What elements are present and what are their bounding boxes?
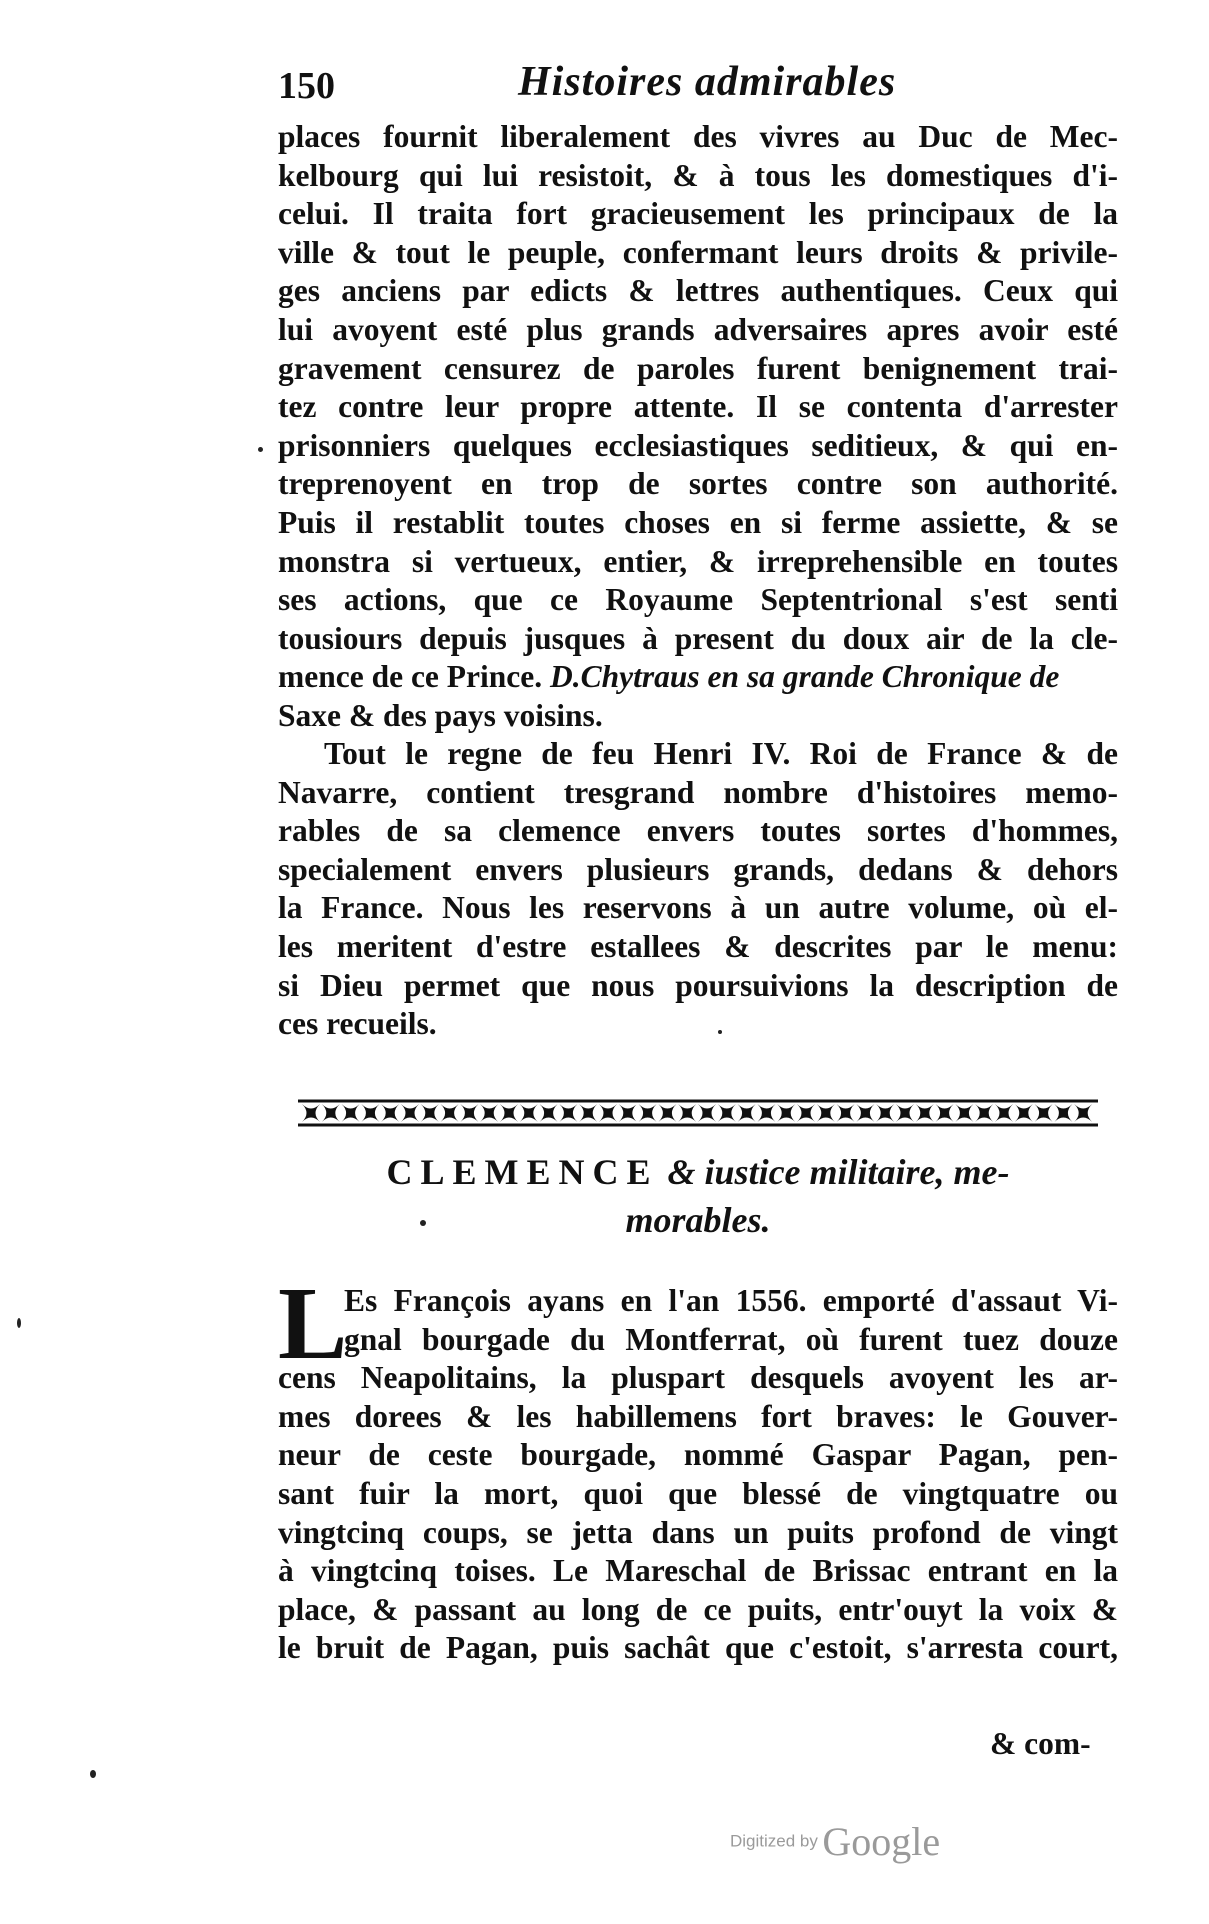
ornament-motif — [896, 1104, 914, 1122]
section-heading-line: morables. — [625, 1200, 771, 1240]
paragraph-3 — [278, 1266, 1118, 1668]
text-line-with-citation — [278, 658, 1118, 697]
ornament-motif — [579, 1104, 597, 1122]
ornament-motif — [678, 1104, 696, 1122]
text-line: la France. Nous les reservons à un autre volume, où el- — [278, 890, 1118, 926]
watermark-logo-text: Google — [822, 1819, 941, 1864]
text-line: Tout le regne de feu Henri IV. Roi de France & de — [324, 736, 1118, 771]
digitized-watermark — [730, 1818, 940, 1868]
text-line: places fournit liberalement des vivres au Duc de Mec- — [278, 119, 1118, 154]
ornament-motif — [975, 1104, 993, 1122]
ornament-motif — [955, 1104, 973, 1122]
text-line: Navarre, contient tresgrand nombre d'histoires memo- — [278, 774, 1118, 810]
ornament-motif — [995, 1104, 1013, 1122]
ornament-motif — [777, 1104, 795, 1122]
ornament-motif — [342, 1104, 360, 1122]
text-line: neur de ceste bourgade, nommé Gaspar Pagan, pen- — [278, 1437, 1118, 1473]
ornament-motif — [500, 1104, 518, 1122]
text-line: ses actions, que ce Royaume Septentrional s'est senti — [278, 582, 1118, 618]
citation-line: Saxe & des pays voisins. — [278, 697, 603, 733]
catchword: & com- — [990, 1726, 1091, 1761]
ornament-motif — [738, 1104, 756, 1122]
ornament-motif — [856, 1104, 874, 1122]
ink-speck — [420, 1220, 426, 1226]
ornament-motif — [441, 1104, 459, 1122]
ornament-motif — [361, 1104, 379, 1122]
text-line: specialement envers plusieurs grands, dedans & dehors — [278, 851, 1118, 887]
text-line: treprenoyent en trop de sortes contre son authorité. — [278, 466, 1118, 502]
drop-cap: L — [278, 1266, 348, 1381]
text-line: kelbourg qui lui resistoit, & à tous les domestiques d'i- — [278, 157, 1118, 193]
ornament-motif — [401, 1104, 419, 1122]
ornament-motif — [322, 1104, 340, 1122]
text-line: si Dieu permet que nous poursuivions la description de — [278, 967, 1118, 1003]
ornament-motif — [619, 1104, 637, 1122]
ornament-motif — [1035, 1104, 1053, 1122]
running-title: Histoires admirables — [518, 59, 897, 105]
ink-speck — [17, 1318, 21, 1328]
text-line: les meritent d'estre estallees & descrites par le menu: — [278, 928, 1118, 964]
ornament-motif — [540, 1104, 558, 1122]
section-heading-caps: CLEMENCE — [386, 1152, 659, 1192]
text-line: ces recueils. — [278, 1006, 437, 1042]
ornament-motif — [718, 1104, 736, 1122]
section-heading-text: & iustice militaire, me- — [658, 1152, 1010, 1192]
ornament-motif — [559, 1104, 577, 1122]
ornament-motif — [698, 1104, 716, 1122]
text-line: rables de sa clemence envers toutes sortes d'hommes, — [278, 813, 1118, 849]
text-line: mes dorees & les habillemens fort braves: le Gouver- — [278, 1398, 1118, 1434]
text-line: monstra si vertueux, entier, & irreprehensible en toutes — [278, 543, 1118, 579]
ornament-motif — [520, 1104, 538, 1122]
ornament-motif — [1074, 1104, 1092, 1122]
text-line: Es François ayans en l'an 1556. emporté d'assaut Vi- — [344, 1283, 1118, 1318]
text-line: gravement censurez de paroles furent benignement trai- — [278, 350, 1118, 386]
watermark-small-text: Digitized by — [730, 1831, 818, 1851]
text-line: à vingtcinq toises. Le Mareschal de Brissac entrant en la — [278, 1553, 1118, 1589]
text-line: vingtcinq coups, se jetta dans un puits profond de vingt — [278, 1514, 1118, 1550]
ornament-motif — [1015, 1104, 1033, 1122]
text-line: gnal bourgade du Montferrat, où furent tuez douze — [344, 1321, 1118, 1357]
section-heading-line — [278, 1148, 1118, 1196]
text-line: place, & passant au long de ce puits, entr'ouyt la voix & — [278, 1591, 1118, 1627]
ornament-motif — [817, 1104, 835, 1122]
ornament-motif — [837, 1104, 855, 1122]
text-line: lui avoyent esté plus grands adversaires apres avoir esté — [278, 311, 1118, 347]
ornament-motif — [797, 1104, 815, 1122]
ornament-motif — [757, 1104, 775, 1122]
text-line: tousiours depuis jusques à present du doux air de la cle- — [278, 620, 1118, 656]
ornament-motif — [658, 1104, 676, 1122]
text-line: ges anciens par edicts & lettres authentiques. Ceux qui — [278, 273, 1118, 309]
citation: D.Chytraus en sa grande Chronique de — [550, 659, 1060, 695]
text-segment: mence de ce Prince. — [278, 659, 543, 695]
ink-speck — [90, 1770, 96, 1778]
ink-speck — [258, 447, 263, 452]
text-line: Puis il restablit toutes choses en si ferme assiette, & se — [278, 504, 1118, 540]
paragraph-2 — [278, 735, 1118, 1044]
page-header — [278, 58, 1138, 114]
ornament-motif — [460, 1104, 478, 1122]
page-number: 150 — [278, 65, 335, 107]
ornament-motif — [936, 1104, 954, 1122]
ornament-motif — [421, 1104, 439, 1122]
ornament-motif — [876, 1104, 894, 1122]
ink-speck — [718, 1030, 722, 1034]
ornament-motif — [916, 1104, 934, 1122]
ornament-border — [298, 1098, 1098, 1128]
ornament-motif — [302, 1104, 320, 1122]
text-line: le bruit de Pagan, puis sachât que c'estoit, s'arresta court, — [278, 1630, 1118, 1666]
text-line: tez contre leur propre attente. Il se contenta d'arrester — [278, 389, 1118, 425]
ornament-motif — [1054, 1104, 1072, 1122]
ornament-motif — [639, 1104, 657, 1122]
text-line: sant fuir la mort, quoi que blessé de vingtquatre ou — [278, 1475, 1118, 1511]
text-line: cens Neapolitains, la pluspart desquels avoyent les ar- — [278, 1360, 1118, 1396]
section-heading — [278, 1148, 1118, 1244]
ornament-motif — [599, 1104, 617, 1122]
text-line: prisonniers quelques ecclesiastiques seditieux, & qui en- — [278, 427, 1118, 463]
text-line: celui. Il traita fort gracieusement les principaux de la — [278, 196, 1118, 232]
ornament-motif — [480, 1104, 498, 1122]
paragraph-1 — [278, 118, 1118, 736]
ornament-motif — [381, 1104, 399, 1122]
text-line: ville & tout le peuple, confermant leurs droits & privile- — [278, 234, 1118, 270]
